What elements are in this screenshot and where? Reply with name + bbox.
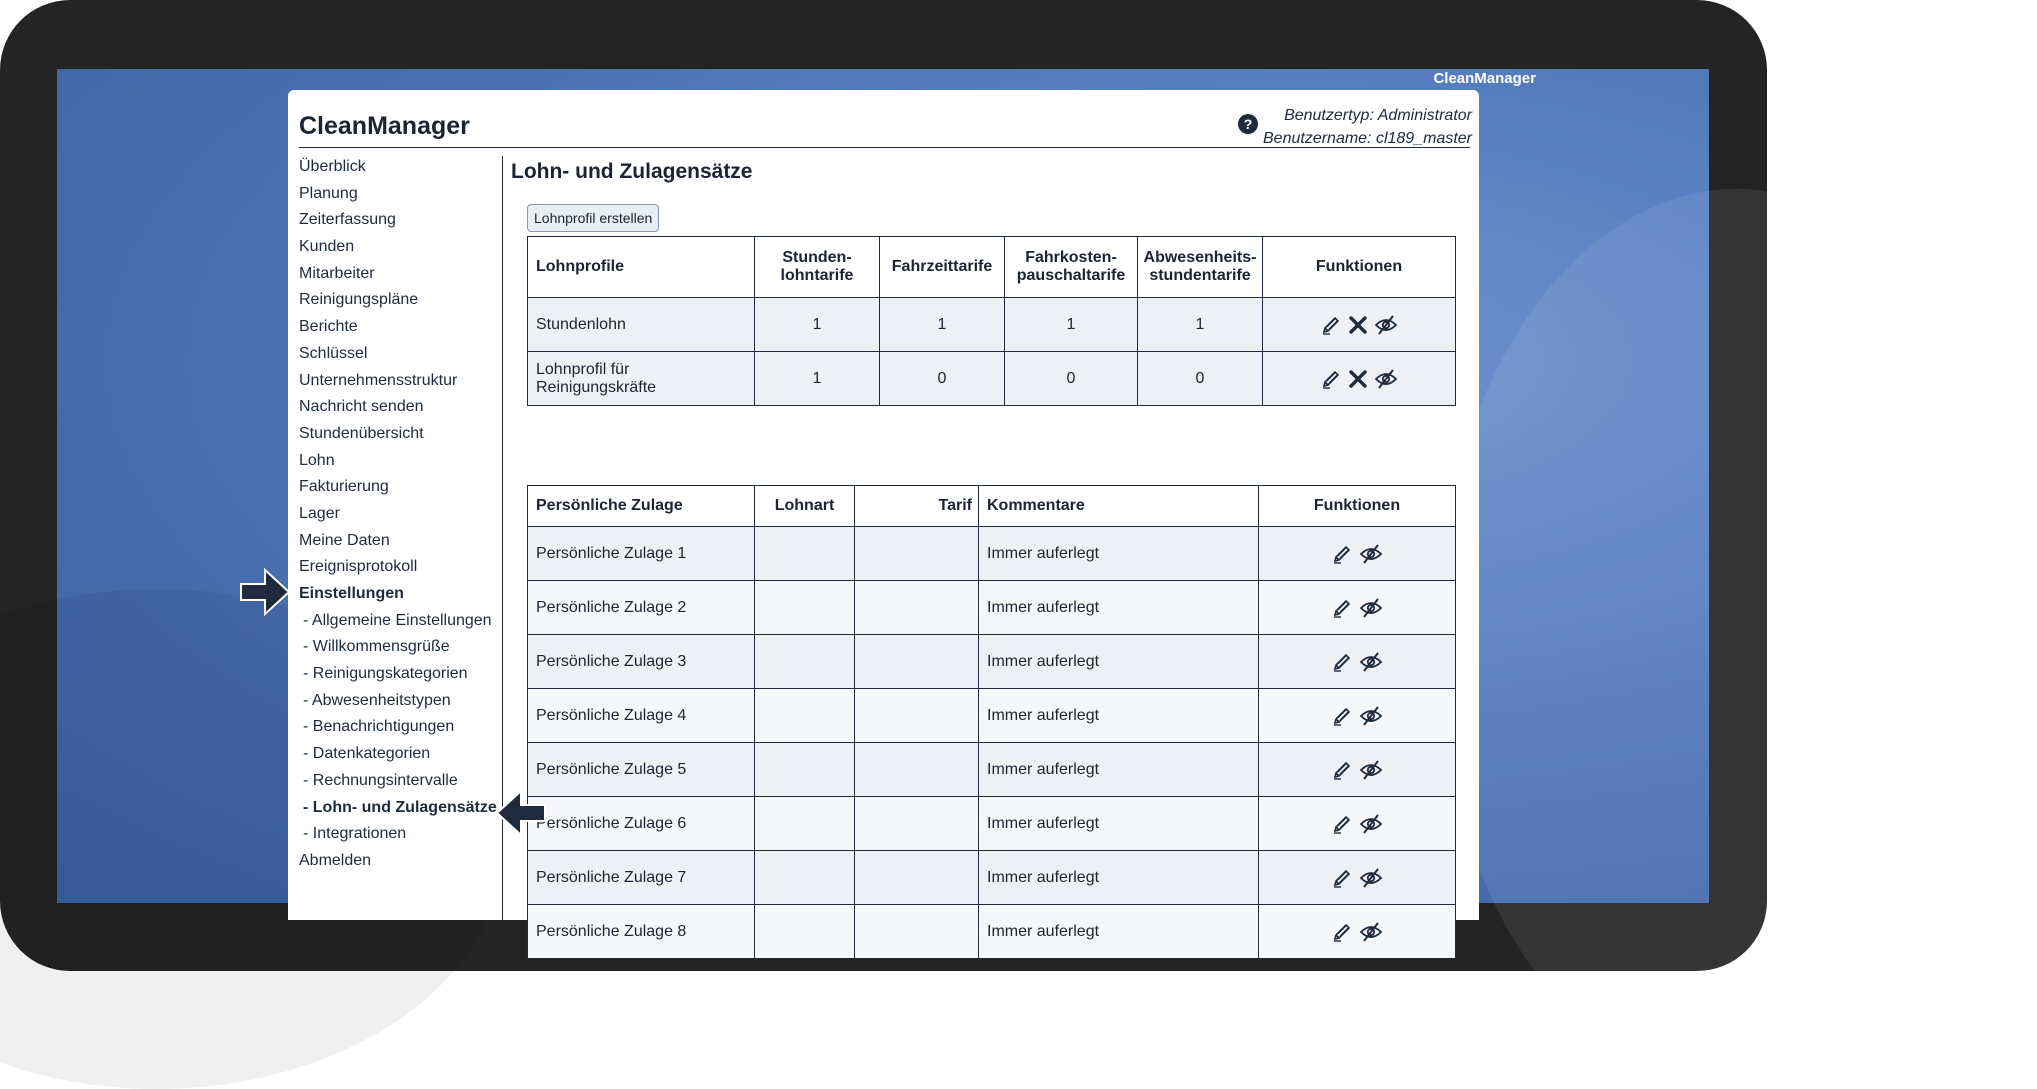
page-title: Lohn- und Zulagensätze (511, 160, 753, 183)
app-title: CleanManager (299, 112, 470, 140)
column-header: Tarif (855, 486, 979, 527)
user-name: Benutzername: cl189_master (1263, 130, 1472, 147)
sidebar-item[interactable]: Unternehmensstruktur (299, 371, 458, 389)
row-actions (1263, 298, 1456, 352)
cell-value: 1 (1005, 298, 1138, 352)
comment-cell: Immer auferlegt (979, 797, 1259, 851)
row-actions (1259, 689, 1456, 743)
allowance-name: Persönliche Zulage 2 (528, 581, 755, 635)
table-row (528, 743, 1456, 797)
cell-value (855, 743, 979, 797)
pencil-icon[interactable] (1331, 759, 1353, 781)
cell-value (855, 689, 979, 743)
allowance-name: Persönliche Zulage 5 (528, 743, 755, 797)
row-actions (1259, 743, 1456, 797)
cell-value: 0 (1138, 352, 1263, 406)
table-row (528, 905, 1456, 959)
sidebar-nav (299, 154, 499, 875)
desktop-background (57, 69, 1709, 940)
column-header: Kommentare (979, 486, 1259, 527)
pencil-icon[interactable] (1331, 813, 1353, 835)
sidebar-subitem[interactable]: - Rechnungsintervalle (303, 771, 458, 789)
eye-off-icon[interactable] (1359, 921, 1383, 943)
allowance-name: Persönliche Zulage 1 (528, 527, 755, 581)
allowance-name: Persönliche Zulage 6 (528, 797, 755, 851)
cell-value: 1 (755, 298, 880, 352)
table-row (528, 635, 1456, 689)
arrow-icon (239, 567, 291, 617)
pencil-icon[interactable] (1320, 368, 1342, 390)
cell-value: 1 (1138, 298, 1263, 352)
cell-value (755, 635, 855, 689)
logout-link[interactable]: Abmelden (299, 851, 372, 869)
comment-cell: Immer auferlegt (979, 527, 1259, 581)
cell-value (855, 527, 979, 581)
sidebar-item[interactable]: Planung (299, 184, 358, 202)
pencil-icon[interactable] (1331, 543, 1353, 565)
sidebar-item[interactable]: Nachricht senden (299, 398, 424, 416)
comment-cell: Immer auferlegt (979, 905, 1259, 959)
column-header: Stunden- lohntarife (755, 237, 880, 298)
sidebar-item[interactable]: Berichte (299, 318, 358, 336)
profile-name: Stundenlohn (528, 298, 755, 352)
sidebar-item[interactable]: Schlüssel (299, 344, 368, 362)
sidebar-item[interactable]: Fakturierung (299, 478, 389, 496)
cell-value (755, 797, 855, 851)
desktop-decoration (1437, 189, 2037, 1089)
profile-name: Lohnprofil für Reinigungskräfte (528, 352, 755, 406)
comment-cell: Immer auferlegt (979, 743, 1259, 797)
help-icon[interactable]: ? (1238, 114, 1258, 134)
table-header-row (528, 237, 1456, 298)
sidebar-item[interactable]: Stundenübersicht (299, 424, 424, 442)
sidebar-subitem[interactable]: - Willkommensgrüße (303, 638, 450, 656)
table-row (528, 689, 1456, 743)
table-row (528, 581, 1456, 635)
row-actions (1259, 635, 1456, 689)
column-header: Abwesenheits- stundentarife (1138, 237, 1263, 298)
cell-value (755, 527, 855, 581)
wage-profiles-table (527, 236, 1456, 406)
row-actions (1259, 905, 1456, 959)
sidebar-subitem[interactable]: - Allgemeine Einstellungen (303, 611, 492, 629)
sidebar-subitem[interactable]: - Datenkategorien (303, 745, 431, 763)
cell-value: 0 (880, 352, 1005, 406)
cell-value (855, 797, 979, 851)
cell-value (755, 689, 855, 743)
table-row (528, 352, 1456, 406)
comment-cell: Immer auferlegt (979, 689, 1259, 743)
column-header: Funktionen (1259, 486, 1456, 527)
eye-off-icon[interactable] (1359, 597, 1383, 619)
close-icon[interactable] (1348, 369, 1368, 389)
cell-value (855, 581, 979, 635)
personal-allowance-table (527, 485, 1456, 959)
eye-off-icon[interactable] (1374, 314, 1398, 336)
sidebar-item[interactable]: Lohn (299, 451, 335, 469)
sidebar-subitem[interactable]: - Benachrichtigungen (303, 718, 455, 736)
allowance-name: Persönliche Zulage 8 (528, 905, 755, 959)
sidebar-item[interactable]: Überblick (299, 158, 366, 175)
eye-off-icon[interactable] (1359, 867, 1383, 889)
cell-value: 1 (880, 298, 1005, 352)
app-window (288, 90, 1479, 940)
user-info (1263, 104, 1472, 150)
row-actions (1259, 581, 1456, 635)
sidebar-item[interactable]: Lager (299, 504, 340, 522)
cell-value: 0 (1005, 352, 1138, 406)
column-header: Fahrzeittarife (880, 237, 1005, 298)
sidebar-item[interactable]: Mitarbeiter (299, 264, 375, 282)
close-icon[interactable] (1348, 315, 1368, 335)
window-title: CleanManager (1433, 70, 1536, 87)
row-actions (1263, 352, 1456, 406)
sidebar-item[interactable]: Zeiterfassung (299, 211, 396, 229)
cell-value (755, 905, 855, 959)
eye-off-icon[interactable] (1359, 759, 1383, 781)
sidebar-item[interactable]: Reinigungspläne (299, 291, 419, 309)
eye-off-icon[interactable] (1374, 368, 1398, 390)
sidebar-item[interactable]: Ereignisprotokoll (299, 558, 418, 576)
pencil-icon[interactable] (1331, 867, 1353, 889)
create-wage-profile-button[interactable]: Lohnprofil erstellen (527, 204, 659, 232)
cell-value (755, 581, 855, 635)
row-actions (1259, 851, 1456, 905)
comment-cell: Immer auferlegt (979, 635, 1259, 689)
main-content (511, 154, 1471, 940)
sidebar-item[interactable]: Meine Daten (299, 531, 390, 549)
comment-cell: Immer auferlegt (979, 581, 1259, 635)
comment-cell: Immer auferlegt (979, 851, 1259, 905)
column-header: Fahrkosten- pauschaltarife (1005, 237, 1138, 298)
pencil-icon[interactable] (1320, 314, 1342, 336)
cell-value (855, 905, 979, 959)
header-divider (299, 147, 1470, 148)
pencil-icon[interactable] (1331, 705, 1353, 727)
eye-off-icon[interactable] (1359, 705, 1383, 727)
pencil-icon[interactable] (1331, 651, 1353, 673)
sidebar-subitem[interactable]: - Lohn- und Zulagensätze (303, 798, 497, 816)
column-header: Persönliche Zulage (528, 486, 755, 527)
eye-off-icon[interactable] (1359, 651, 1383, 673)
allowance-name: Persönliche Zulage 3 (528, 635, 755, 689)
cell-value (755, 743, 855, 797)
row-actions (1259, 797, 1456, 851)
pencil-icon[interactable] (1331, 597, 1353, 619)
table-row (528, 298, 1456, 352)
eye-off-icon[interactable] (1359, 543, 1383, 565)
row-actions (1259, 527, 1456, 581)
sidebar-item[interactable]: Einstellungen (299, 585, 404, 602)
allowance-name: Persönliche Zulage 7 (528, 851, 755, 905)
cell-value (755, 851, 855, 905)
table-row (528, 851, 1456, 905)
column-header: Lohnart (755, 486, 855, 527)
cell-value (855, 635, 979, 689)
table-row (528, 527, 1456, 581)
table-row (528, 797, 1456, 851)
cell-value: 1 (755, 352, 880, 406)
sidebar-subitem[interactable]: - Integrationen (303, 825, 407, 843)
pencil-icon[interactable] (1331, 921, 1353, 943)
arrow-icon (495, 788, 547, 838)
sidebar-item[interactable]: Kunden (299, 238, 355, 256)
cell-value (855, 851, 979, 905)
table-header-row (528, 486, 1456, 527)
eye-off-icon[interactable] (1359, 813, 1383, 835)
sidebar-subitem[interactable]: - Reinigungskategorien (303, 665, 468, 683)
column-header: Funktionen (1263, 237, 1456, 298)
column-header: Lohnprofile (528, 237, 755, 298)
user-type: Benutzertyp: Administrator (1284, 107, 1472, 124)
sidebar-subitem[interactable]: - Abwesenheitstypen (303, 691, 451, 709)
allowance-name: Persönliche Zulage 4 (528, 689, 755, 743)
